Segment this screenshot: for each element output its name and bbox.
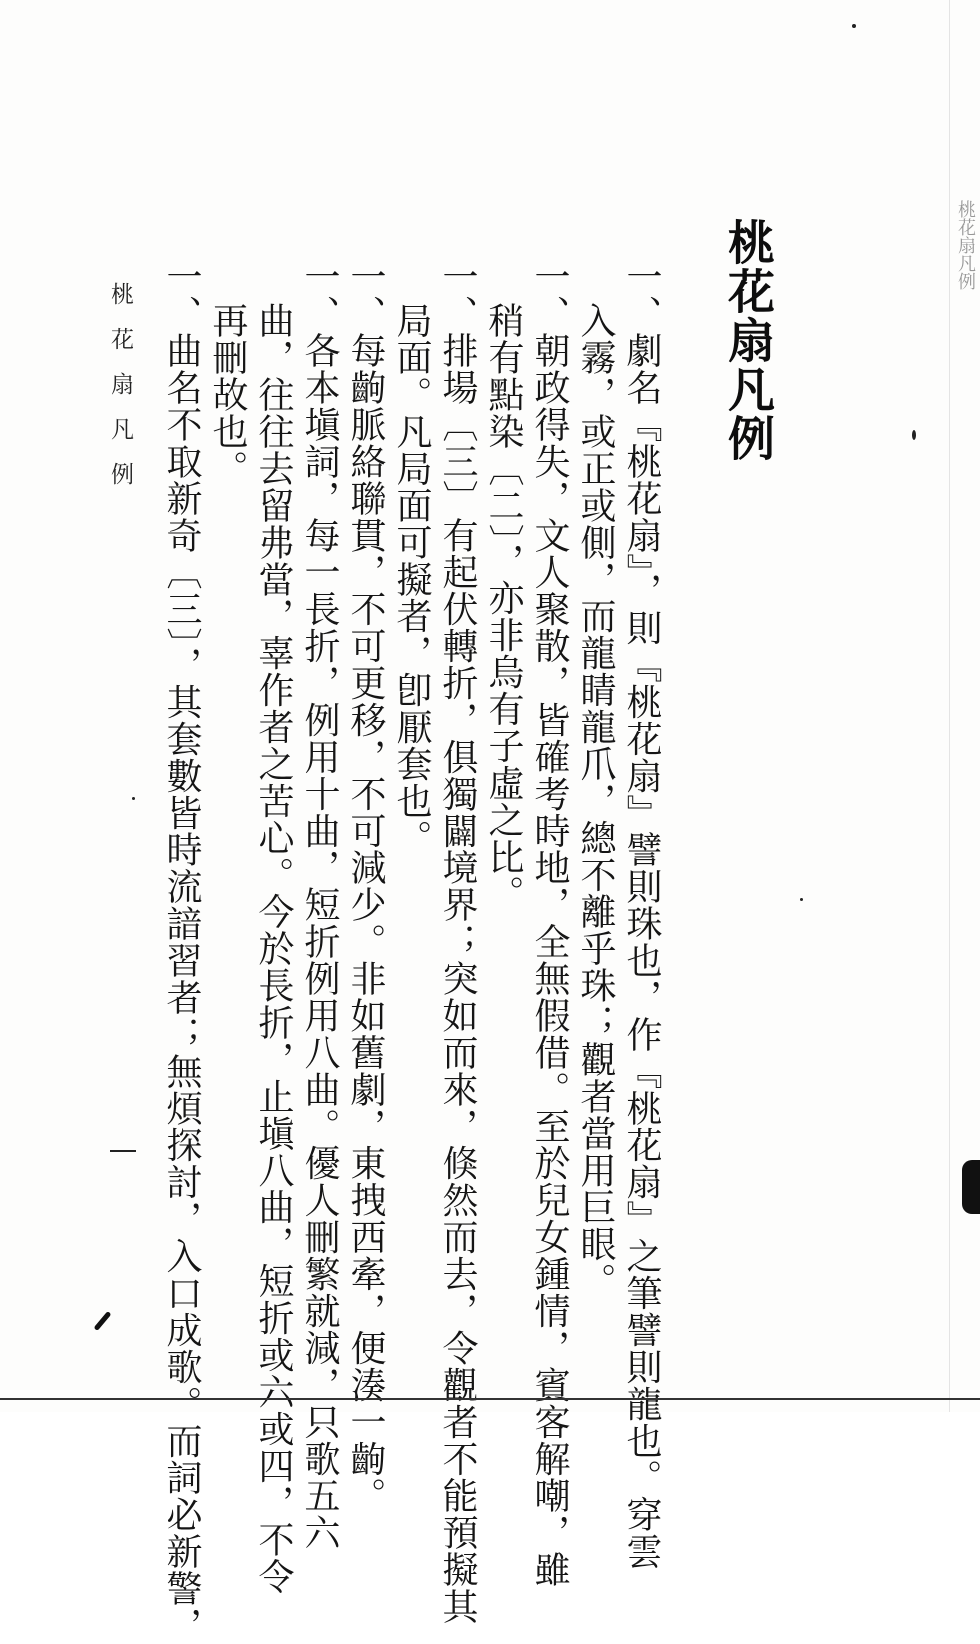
speck-4 — [132, 797, 135, 800]
running-header: 桃花扇凡例 — [107, 282, 133, 507]
text-column-3: 一、朝政得失，文人聚散，皆確考時地，全無假借。至於兒女鍾情，賓客解嘲，雖 — [529, 258, 570, 1588]
page-bottom-edge — [0, 1398, 980, 1400]
speck-3 — [800, 898, 803, 901]
speck-1 — [852, 24, 856, 28]
adjacent-page-text: 桃花扇凡例 — [955, 200, 976, 290]
text-column-2: 入霧，或正或側，而龍睛龍爪，總不離乎珠；觀者當用巨眼。 — [575, 302, 616, 1300]
text-column-8: 一、各本塡詞，每一長折，例用十曲，短折例用八曲。優人刪繁就減，只歌五六 — [299, 258, 340, 1551]
ink-blot — [962, 1160, 980, 1214]
adjacent-page-edge — [949, 0, 980, 1412]
text-column-7: 一、每齣脈絡聯貫，不可更移，不可減少。非如舊劇，東拽西牽，便湊一齣。 — [345, 258, 386, 1514]
text-column-6: 局面。凡局面可擬者，卽厭套也。 — [391, 302, 432, 857]
ink-mark — [94, 1311, 112, 1331]
text-column-4: 稍有點染〔二〕，亦非烏有子虛之比。 — [483, 302, 524, 912]
text-column-1: 一、劇名『桃花扇』，則『桃花扇』譬則珠也，作『桃花扇』之筆譬則龍也。穿雲 — [621, 258, 662, 1570]
page-number — [110, 1150, 136, 1152]
text-column-9: 曲，往往去留弗當，辜作者之苦心。今於長折，止塡八曲，短折或六或四，不令 — [253, 302, 294, 1595]
text-column-10: 再刪故也。 — [207, 302, 248, 487]
text-column-11: 一、曲名不取新奇〔三〕，其套數皆時流諳習者；無煩探討，入口成歌。而詞必新警， — [161, 258, 202, 1644]
text-column-5: 一、排場〔三〕有起伏轉折，俱獨闢境界；突如而來，倏然而去，令觀者不能預擬其 — [437, 258, 478, 1625]
speck-2 — [912, 430, 916, 440]
page-title: 桃花扇凡例 — [720, 218, 775, 463]
